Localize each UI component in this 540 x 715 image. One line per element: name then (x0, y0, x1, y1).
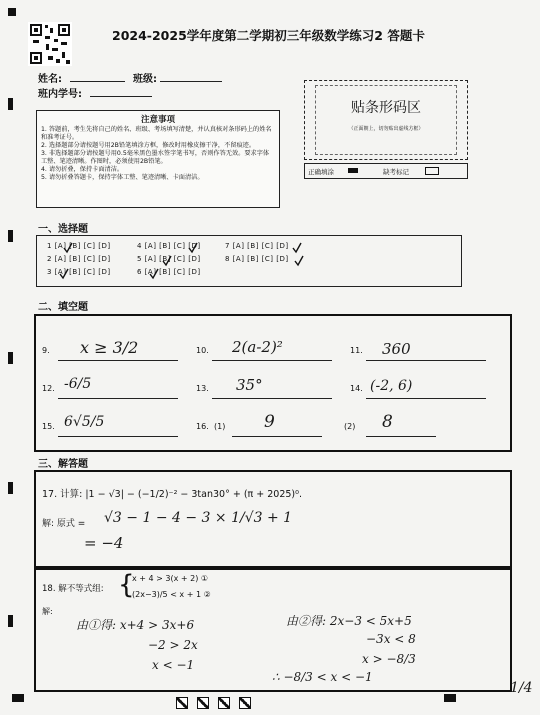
q17-solution-line-2: = −4 (84, 534, 124, 552)
page-number: 1/4 (510, 680, 533, 696)
q17-solution-line-1: √3 − 1 − 4 − 3 × 1/√3 + 1 (104, 510, 293, 526)
barcode-title: 贴条形码区 (351, 100, 421, 116)
page-title: 2024-2025学年度第二学期初三年级数学练习2 答题卡 (112, 28, 425, 43)
q10-answer: 2(a-2)² (232, 338, 283, 356)
fill-in-box (34, 314, 512, 452)
q18-solution-label: 解: (42, 607, 53, 616)
edge-marker (8, 230, 13, 242)
edge-marker (8, 98, 13, 110)
section-2-title: 二、填空题 (38, 302, 88, 313)
q16-part1-label: (1) (214, 422, 226, 431)
q17-prompt: 17. 计算: |1 − √3| − (−1/2)⁻² − 3tan30° + (π + 2025)⁰. (42, 489, 302, 500)
notice-item: 2. 选择题部分请按题号用2B铅笔填涂方框，修改时用橡皮擦干净，不留痕迹。 (41, 142, 256, 149)
q14-answer: (-2, 6) (370, 378, 413, 394)
choice-row-1-col-2[interactable]: 4 [A] [B] [C] [D] (137, 242, 201, 250)
q16-part1-line[interactable] (232, 436, 322, 437)
fill-sample-box (304, 163, 468, 179)
barcode-sub: （正面朝上，切勿贴出虚线方框） (348, 126, 424, 132)
edge-marker (8, 352, 13, 364)
q10-label: 10. (196, 346, 209, 355)
q16-part2-label: (2) (344, 422, 356, 431)
correct-fill-label: 正确填涂 (308, 168, 334, 176)
q13-label: 13. (196, 384, 209, 393)
q18-left-step: x < −1 (152, 658, 195, 672)
notice-item: 1. 答题前，考生先将自己的姓名、班级、考场填写清楚，并认真核对条形码上的姓名和准考证号。 (41, 126, 272, 141)
q18-right-step: −3x < 8 (366, 632, 416, 646)
edge-marker (8, 482, 13, 494)
notice-box (36, 110, 280, 208)
choice-row-3-col-2[interactable]: 6 [A] [B] [C] [D] (137, 268, 201, 276)
corner-marker (444, 694, 456, 702)
choice-row-3-col-1[interactable]: 3 [A] [B] [C] [D] (47, 268, 111, 276)
absent-mark-box[interactable] (425, 167, 439, 175)
q11-answer-line[interactable] (366, 360, 486, 361)
corner-marker (8, 8, 16, 16)
name-label: 姓名: (38, 74, 62, 85)
seat-field (90, 96, 152, 97)
q18-prompt: 18. 解不等式组: (42, 584, 104, 594)
q14-answer-line[interactable] (366, 398, 486, 399)
brace-icon: { (118, 570, 135, 600)
q12-answer-line[interactable] (58, 398, 178, 399)
q12-answer: -6/5 (64, 376, 92, 392)
q16-part2-answer: 8 (382, 412, 393, 432)
edge-marker (8, 615, 13, 627)
choice-row-2-col-2[interactable]: 5 [A] [B] [C] [D] (137, 255, 201, 263)
choice-row-2-col-1[interactable]: 2 [A] [B] [C] [D] (47, 255, 111, 263)
answer-box-18 (34, 568, 512, 692)
q16-label: 16. (196, 422, 209, 431)
answer-box-17 (34, 470, 512, 568)
page-code-boxes (176, 694, 251, 713)
q16-part1-answer: 9 (264, 412, 275, 432)
q9-answer: x ≥ 3/2 (80, 338, 139, 357)
q15-answer: 6√5/5 (64, 414, 105, 430)
section-3-title: 三、解答题 (38, 459, 88, 470)
q11-answer: 360 (382, 340, 411, 358)
q16-part2-line[interactable] (366, 436, 436, 437)
q15-label: 15. (42, 422, 55, 431)
choice-box (36, 235, 462, 287)
q18-right-step: x > −8/3 (362, 652, 416, 666)
q9-answer-line[interactable] (58, 360, 178, 361)
q18-equation-2: (2x−3)/5 < x + 1 ② (132, 590, 211, 599)
seat-label: 班内学号: (38, 89, 82, 100)
notice-title: 注意事项 (140, 115, 175, 125)
q12-label: 12. (42, 384, 55, 393)
q13-answer: 35° (236, 376, 263, 394)
q18-right-step: 由②得: 2x−3 < 5x+5 (286, 614, 412, 628)
barcode-area (304, 80, 468, 160)
q18-left-step: −2 > 2x (148, 638, 198, 652)
corner-marker (12, 694, 24, 702)
choice-check-marks (37, 236, 461, 286)
q18-left-step: 由①得: x+4 > 3x+6 (76, 618, 195, 632)
correct-fill-sample (348, 168, 358, 173)
class-field (160, 81, 222, 82)
choice-row-1-col-1[interactable]: 1 [A] [B] [C] [D] (47, 242, 111, 250)
choice-row-1-col-3[interactable]: 7 [A] [B] [C] [D] (225, 242, 289, 250)
q18-equation-1: x + 4 > 3(x + 2) ① (132, 574, 209, 583)
notice-item: 4. 请勿折叠，保持卡面清洁。 (41, 166, 124, 173)
q13-answer-line[interactable] (212, 398, 332, 399)
q10-answer-line[interactable] (212, 360, 332, 361)
notice-item: 5. 请勿折叠答题卡，保持字体工整、笔迹清晰、卡面清洁。 (41, 174, 204, 181)
q15-answer-line[interactable] (58, 436, 178, 437)
q14-label: 14. (350, 384, 363, 393)
q17-solution-label: 解: 原式 = (42, 519, 86, 529)
class-label: 班级: (133, 74, 157, 85)
qr-code (28, 22, 72, 66)
q18-final-answer: ∴ −8/3 < x < −1 (272, 670, 373, 684)
q9-label: 9. (42, 346, 50, 355)
choice-row-2-col-3[interactable]: 8 [A] [B] [C] [D] (225, 255, 289, 263)
absent-label: 缺考标记 (383, 168, 409, 176)
q11-label: 11. (350, 346, 363, 355)
name-field (70, 81, 125, 82)
section-1-title: 一、选择题 (38, 224, 88, 235)
notice-item: 3. 非选择题部分请按题号用0.5毫米黑色墨水签字笔书写，否则作答无效。要求字体工整、笔迹清晰。作图时，必须使用2B铅笔。 (41, 150, 270, 165)
